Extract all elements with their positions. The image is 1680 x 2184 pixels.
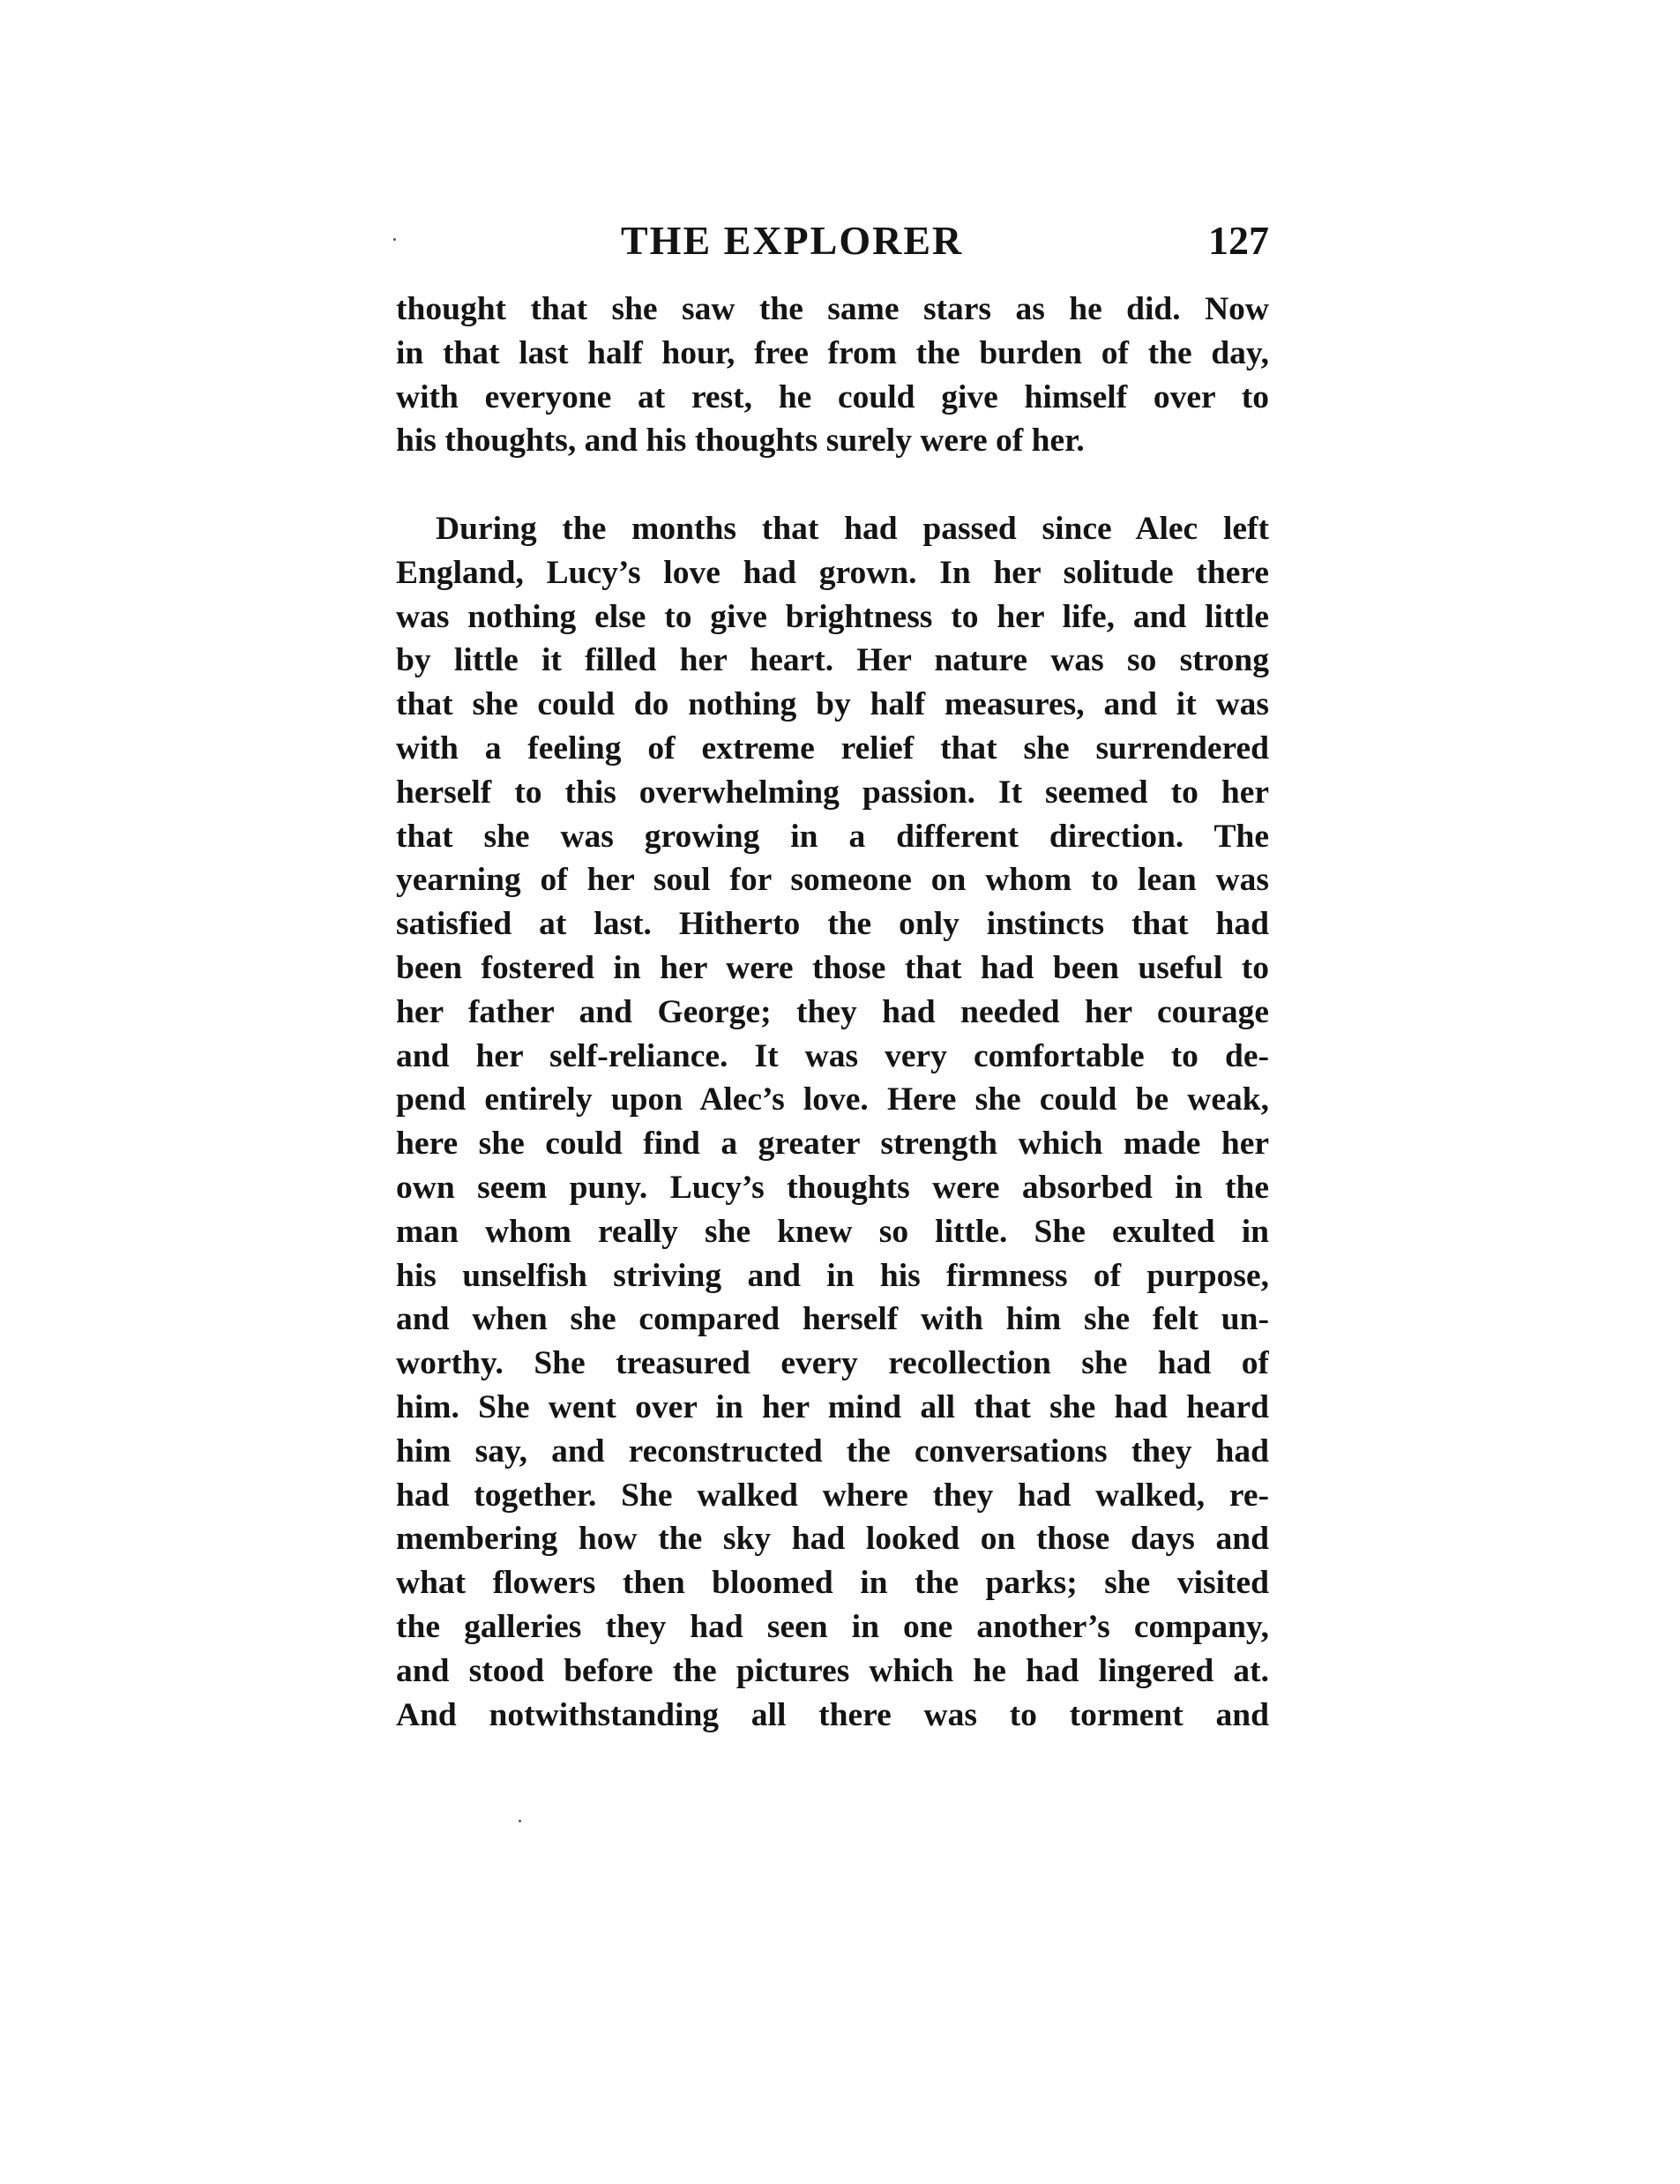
text-line: was nothing else to give brightness to her life, and little	[396, 598, 1269, 635]
text-line: in that last half hour, free from the burden of the day,	[396, 334, 1269, 371]
text-line: and stood before the pictures which he had lingered at.	[396, 1652, 1269, 1689]
text-line: yearning of her soul for someone on whom to lean was	[396, 862, 1269, 899]
text-line: that she could do nothing by half measures, and it was	[396, 686, 1269, 723]
text-line: here she could find a greater strength which made her	[396, 1126, 1269, 1163]
page-number: 127	[1208, 218, 1269, 263]
text-line: membering how the sky had looked on those days and	[396, 1521, 1269, 1558]
text-line: his thoughts, and his thoughts surely were of her.	[396, 423, 1085, 460]
stray-dot-mark	[519, 1820, 521, 1822]
text-line: what flowers then bloomed in the parks; she visited	[396, 1565, 1269, 1602]
text-line: him. She went over in her mind all that she had heard	[396, 1388, 1269, 1425]
running-title: THE EXPLORER	[621, 218, 964, 263]
text-line: satisfied at last. Hitherto the only instincts that had	[396, 906, 1269, 943]
text-line: with everyone at rest, he could give himself over to	[396, 378, 1269, 415]
paragraph-2	[396, 507, 1269, 1737]
text-line: his unselfish striving and in his firmness of purpose,	[396, 1257, 1269, 1294]
text-line: the galleries they had seen in one another’s company,	[396, 1608, 1269, 1645]
text-line: and her self-reliance. It was very comfortable to de-	[396, 1037, 1269, 1074]
text-line: been fostered in her were those that had been useful to	[396, 949, 1269, 986]
running-header	[396, 217, 1269, 270]
text-line: with a feeling of extreme relief that she surrendered	[396, 729, 1269, 767]
text-line: him say, and reconstructed the conversations they had	[396, 1432, 1269, 1470]
text-line: And notwithstanding all there was to torment and	[396, 1696, 1269, 1733]
text-line: had together. She walked where they had walked, re-	[396, 1477, 1269, 1514]
text-line: During the months that had passed since Alec left	[436, 511, 1269, 547]
text-line: and when she compared herself with him she felt un-	[396, 1301, 1269, 1338]
text-line: her father and George; they had needed her courage	[396, 993, 1269, 1030]
text-line: herself to this overwhelming passion. It seemed to her	[396, 774, 1269, 811]
text-line: pend entirely upon Alec’s love. Here she could be weak,	[396, 1081, 1269, 1118]
text-line: worthy. She treasured every recollection she had of	[396, 1345, 1269, 1382]
text-line: man whom really she knew so little. She exulted in	[396, 1213, 1269, 1250]
paragraph-1	[396, 288, 1269, 463]
text-line: own seem puny. Lucy’s thoughts were absorbed in the	[396, 1169, 1269, 1206]
text-line: that she was growing in a different direction. The	[396, 818, 1269, 855]
text-line: England, Lucy’s love had grown. In her solitude there	[396, 554, 1269, 591]
text-line: by little it filled her heart. Her nature was so strong	[396, 642, 1269, 679]
text-line: thought that she saw the same stars as he did. Now	[396, 291, 1269, 327]
